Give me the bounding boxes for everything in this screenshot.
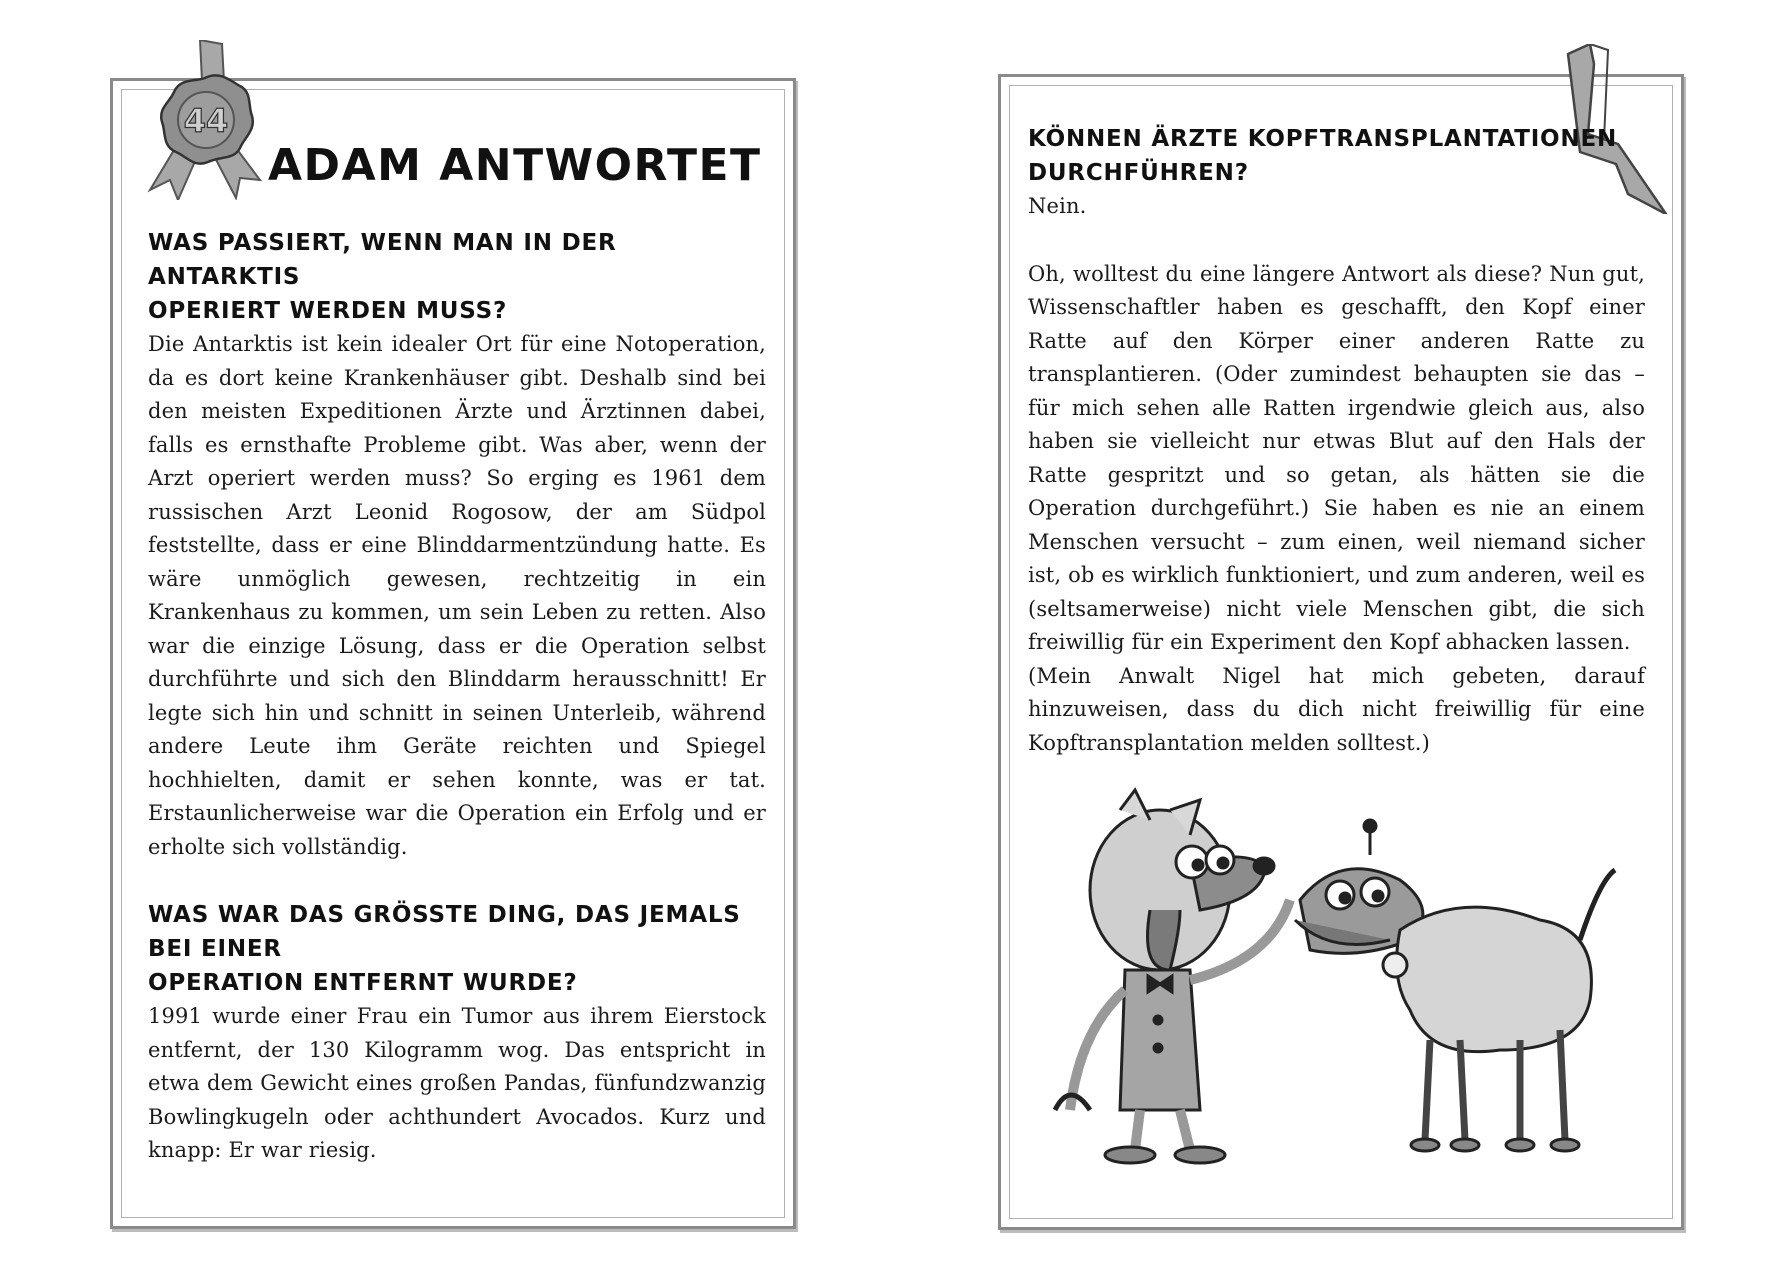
wax-seal-badge — [140, 40, 270, 200]
robot-figure-illustration — [1055, 790, 1290, 1163]
cartoon-illustration — [1040, 780, 1660, 1170]
section-heading-head-transplant: KÖNNEN ÄRZTE KOPFTRANSPLANTATIONEN DURCHFÜHREN? — [1028, 126, 1618, 186]
answer-paragraph-1: Oh, wolltest du eine längere Antwort als diese? Nun gut, Wissenschaftler haben es geschafft, den Kopf einer Ratte auf den Körper einer anderen Ratte zu transplantieren. (Oder zumindest behaupten sie das – für mich sehen alle Ratten irgendwie gleich aus, also haben sie vielleicht nur etwas Blut auf den Hals der Ratte gespritzt und so getan, als hätten sie die Operation durchgeführt.) Sie haben es nie an einem Menschen versucht – zum einen, weil niemand sicher ist, ob es wirklich funktioniert, und zum anderen, weil es (seltsamerweise) nicht viele Menschen gibt, die sich freiwillig für ein Experiment den Kopf abhacken lassen. — [1028, 261, 1645, 654]
seal-number: 44 — [183, 102, 229, 140]
section-heading-antarctica: WAS PASSIERT, WENN MAN IN DER ANTARKTIS OPERIERT WERDEN MUSS? — [148, 230, 617, 324]
sheep-robot-dog-illustration — [1295, 820, 1615, 1151]
section-body-largest-object: 1991 wurde einer Frau ein Tumor aus ihrem Eierstock entfernt, der 130 Kilogramm wog. Das entspricht in etwa dem Gewicht eines großen Pandas, fünfundzwanzig Bowlingkugeln oder achthundert Avocados. Kurz und knapp: Er war riesig. — [148, 1004, 766, 1162]
answer-paragraph-2: (Mein Anwalt Nigel hat mich gebeten, darauf hinzuweisen, dass du dich nicht freiwillig für eine Kopftransplantation melden solltest.) — [1028, 663, 1645, 755]
section-heading-largest-object: WAS WAR DAS GRÖSSTE DING, DAS JEMALS BEI EINER OPERATION ENTFERNT WURDE? — [148, 902, 741, 996]
right-text-column — [1028, 122, 1645, 760]
section-body-antarctica: Die Antarktis ist kein idealer Ort für eine Notoperation, da es dort keine Krankenhäuser gibt. Deshalb sind bei den meisten Expeditionen Ärzte und Ärztinnen dabei, falls es ernsthafte Probleme gibt. Was aber, wenn der Arzt operiert werden muss? So erging es 1961 dem russischen Arzt Leonid Rogosow, der am Südpol feststellte, dass er eine Blinddarmentzündung hatte. Es wäre unmöglich gewesen, rechtzeitig in ein Krankenhaus zu kommen, um sein Leben zu retten. Also war die einzige Lösung, dass er die Operation selbst durchführte und sich den Blinddarm herausschnitt! Er legte sich hin und schnitt in seinen Unterleib, während andere Leute ihm Geräte reichten und Spiegel hochhielten, damit er sehen konnte, was er tat. Erstaunlicherweise war die Operation ein Erfolg und er erholte sich vollständig. — [148, 332, 766, 859]
page-title: ADAM ANTWORTET — [268, 140, 762, 191]
short-answer: Nein. — [1028, 194, 1087, 218]
left-text-column — [148, 226, 766, 1168]
